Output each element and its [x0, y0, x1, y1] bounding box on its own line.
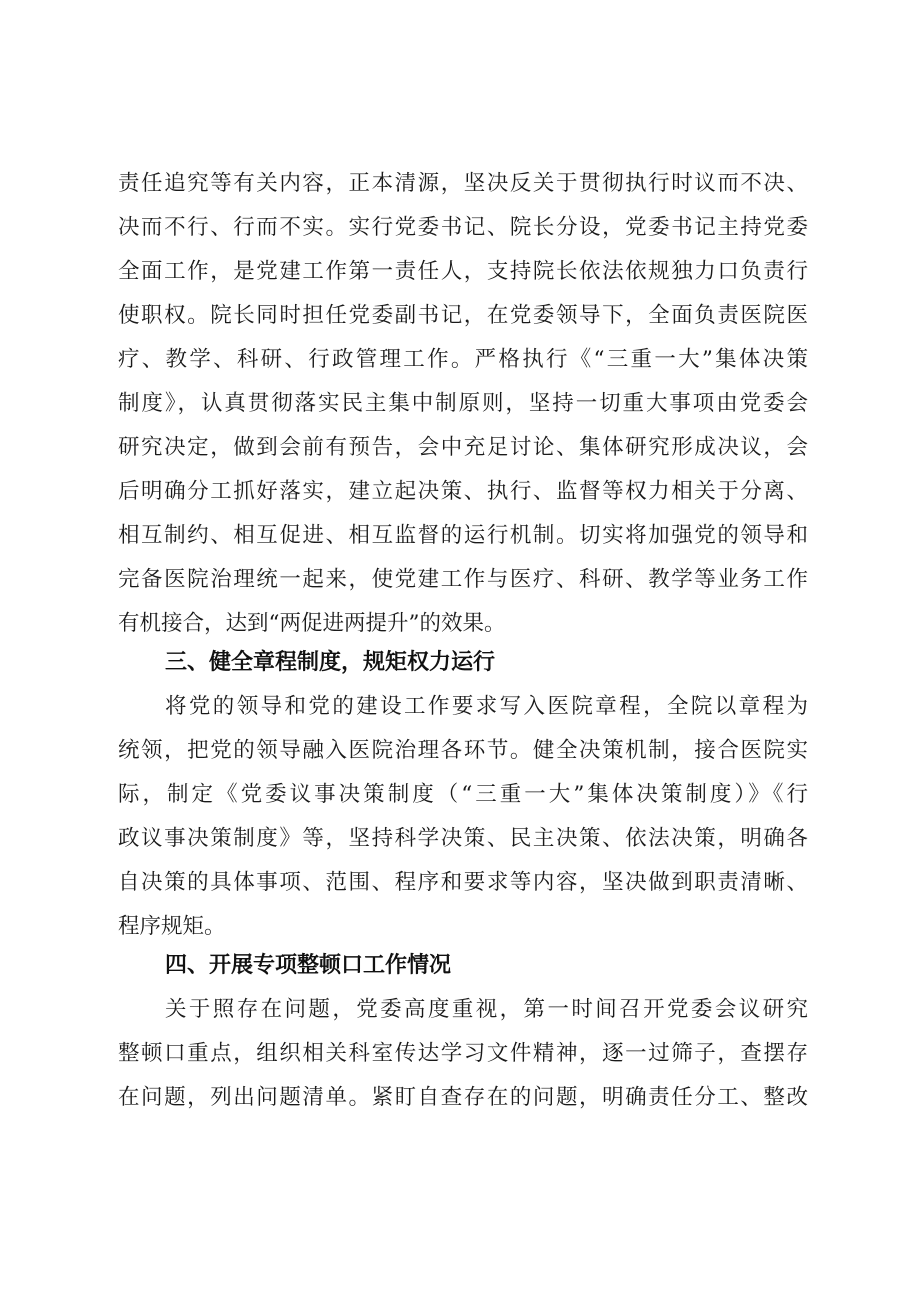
paragraph-line: 关于照存在问题，党委高度重视，第一时间召开党委会议研究	[165, 997, 808, 1022]
paragraph-line: 在问题，列出问题清单。紧盯自查存在的问题，明确责任分工、整改	[118, 1085, 808, 1110]
paragraph-line: 统领，把党的领导融入医院治理各环节。健全决策机制，接合医院实	[118, 738, 808, 763]
paragraph-line: 疗、教学、科研、行政管理工作。严格执行《“三重一大”集体决策	[118, 347, 808, 372]
paragraph-line: 整顿口重点，组织相关科室传达学习文件精神，逐一过筛子，查摆存	[118, 1041, 808, 1066]
section-heading: 三、健全章程制度，规矩权力运行	[165, 650, 496, 675]
paragraph-line: 将党的领导和党的建设工作要求写入医院章程，全院以章程为	[165, 694, 808, 719]
paragraph-line: 使职权。院长同时担任党委副书记，在党委领导下，全面负责医院医	[118, 303, 808, 328]
paragraph-line: 自决策的具体事项、范围、程序和要求等内容，坚决做到职责清晰、	[118, 870, 808, 895]
paragraph-line: 有机接合，达到“两促进两提升”的效果。	[118, 611, 506, 636]
paragraph-line: 研究决定，做到会前有预告，会中充足讨论、集体研究形成决议，会	[118, 435, 808, 460]
paragraph-line: 际，制定《党委议事决策制度（“三重一大”集体决策制度）》《行	[118, 782, 808, 807]
paragraph-line: 后明确分工抓好落实，建立起决策、执行、监督等权力相关于分离、	[118, 479, 808, 504]
paragraph-line: 程序规矩。	[118, 914, 226, 939]
paragraph-line: 决而不行、行而不实。实行党委书记、院长分设，党委书记主持党委	[118, 215, 808, 240]
paragraph-line: 全面工作，是党建工作第一责任人，支持院长依法依规独力口负责行	[118, 259, 808, 284]
paragraph-line: 责任追究等有关内容，正本清源，坚决反关于贯彻执行时议而不决、	[118, 171, 808, 196]
paragraph-line: 制度》，认真贯彻落实民主集中制原则，坚持一切重大事项由党委会	[118, 391, 808, 416]
paragraph-line: 政议事决策制度》等，坚持科学决策、民主决策、依法决策，明确各	[118, 826, 808, 851]
section-heading: 四、开展专项整顿口工作情况	[165, 953, 452, 978]
paragraph-line: 完备医院治理统一起来，使党建工作与医疗、科研、教学等业务工作	[118, 567, 808, 592]
paragraph-line: 相互制约、相互促进、相互监督的运行机制。切实将加强党的领导和	[118, 523, 808, 548]
